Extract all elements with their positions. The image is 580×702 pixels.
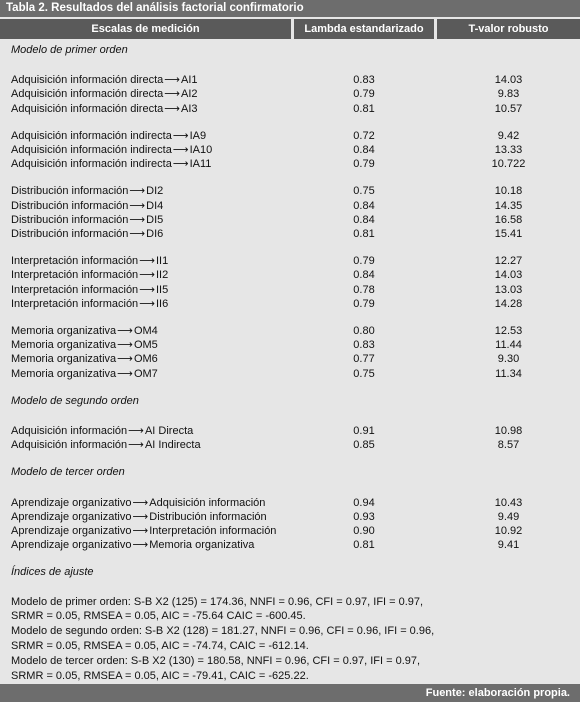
t-value: 10.43 [494, 496, 523, 509]
lambda-value: 0.84 [353, 199, 375, 212]
path-arrow-icon: ⟶ [172, 129, 189, 142]
table-row [0, 87, 580, 101]
path-to: II6 [155, 297, 169, 310]
lambda-value: 0.90 [353, 525, 375, 537]
t-value: 10.57 [494, 102, 523, 115]
t-value: 9.42 [497, 129, 520, 142]
lambda-value: 0.80 [353, 325, 375, 337]
t-value: 9.41 [497, 539, 520, 552]
row-label [11, 367, 158, 381]
lambda-value: 0.83 [353, 74, 375, 87]
row-label [11, 438, 201, 452]
section-title: Modelo de primer orden [11, 44, 128, 56]
t-value: 11.44 [495, 339, 522, 352]
header-tvalue: T-valor robusto [437, 19, 580, 39]
row-label [11, 297, 168, 311]
lambda-value: 0.83 [353, 339, 375, 352]
t-value: 14.35 [494, 199, 523, 212]
lambda-value: 0.75 [353, 185, 375, 198]
table-row [0, 352, 580, 366]
path-arrow-icon: ⟶ [139, 269, 155, 282]
path-from: Distribución información [11, 185, 129, 198]
lambda-value: 0.78 [353, 283, 375, 296]
row-label [11, 324, 158, 338]
path-to: II1 [155, 255, 169, 268]
path-arrow-icon: ⟶ [128, 439, 144, 452]
path-arrow-icon: ⟶ [117, 367, 133, 380]
path-from: Adquisición información indirecta [11, 158, 172, 171]
lambda-value: 0.81 [353, 102, 375, 115]
t-value: 16.58 [494, 213, 523, 226]
table-row [0, 496, 580, 510]
path-to: IA9 [189, 129, 207, 142]
path-arrow-icon: ⟶ [172, 158, 189, 171]
table-row [0, 102, 580, 116]
row-label [11, 87, 198, 101]
row-label [11, 129, 206, 143]
path-from: Adquisición información directa [11, 74, 164, 87]
table-row [0, 538, 580, 552]
path-arrow-icon: ⟶ [132, 525, 149, 537]
fit-line: SRMR = 0.05, RMSEA = 0.05, AIC = -79.41, CAIC = -625.22. [11, 669, 309, 682]
path-from: Adquisición información [11, 439, 128, 452]
path-arrow-icon: ⟶ [132, 496, 149, 509]
path-arrow-icon: ⟶ [164, 102, 181, 115]
path-from: Interpretación información [11, 255, 139, 268]
lambda-value: 0.77 [353, 353, 375, 366]
fit-line: Modelo de tercer orden: S-B X2 (130) = 180.58, NNFI = 0.96, CFI = 0.97, IFI = 0.97, [11, 654, 421, 667]
lambda-value: 0.84 [353, 213, 375, 226]
row-label [11, 143, 212, 157]
section-title: Modelo de segundo orden [11, 394, 139, 407]
path-to: DI4 [146, 199, 164, 212]
lambda-value: 0.79 [353, 88, 375, 101]
table-row [0, 438, 580, 452]
row-label [11, 73, 198, 87]
lambda-value: 0.75 [353, 367, 375, 380]
t-value: 14.28 [494, 297, 523, 310]
path-arrow-icon: ⟶ [129, 185, 146, 198]
table-row [0, 143, 580, 157]
t-value: 10.98 [494, 425, 523, 437]
path-from: Distribución información [11, 213, 129, 226]
t-value: 13.33 [494, 144, 523, 156]
path-from: Adquisición información directa [11, 88, 164, 101]
path-arrow-icon: ⟶ [128, 425, 144, 437]
section-row [0, 394, 580, 408]
row-label [11, 254, 168, 268]
table-row [0, 268, 580, 282]
path-to: Memoria organizativa [149, 539, 255, 552]
table-row [0, 324, 580, 338]
path-arrow-icon: ⟶ [129, 228, 146, 240]
lambda-value: 0.91 [353, 425, 375, 437]
header-lambda: Lambda estandarizado [294, 19, 434, 39]
path-to: AI Indirecta [144, 439, 201, 452]
row-label [11, 496, 265, 510]
lambda-value: 0.81 [353, 539, 375, 552]
fit-line: SRMR = 0.05, RMSEA = 0.05, AIC = -75.64 CAIC = -600.45. [11, 610, 306, 623]
header-scales: Escalas de medición [0, 19, 291, 39]
section-row [0, 43, 580, 57]
row-label [11, 227, 163, 241]
path-from: Memoria organizativa [11, 353, 117, 366]
path-to: DI6 [146, 228, 164, 240]
path-from: Distribución información [11, 199, 129, 212]
path-arrow-icon: ⟶ [139, 283, 155, 296]
fit-section-row [0, 565, 580, 579]
path-from: Distribución información [11, 228, 129, 240]
table-row [0, 524, 580, 538]
path-to: IA10 [189, 144, 213, 156]
row-label [11, 157, 211, 171]
fit-line: Modelo de primer orden: S-B X2 (125) = 174.36, NNFI = 0.96, CFI = 0.97, IFI = 0.97, [11, 595, 424, 608]
path-from: Adquisición información [11, 425, 128, 437]
section-row [0, 465, 580, 479]
t-value: 12.27 [494, 255, 523, 268]
lambda-value: 0.84 [353, 269, 375, 282]
t-value: 9.30 [497, 353, 520, 366]
path-arrow-icon: ⟶ [164, 74, 181, 87]
path-from: Adquisición información indirecta [11, 129, 172, 142]
t-value: 10.18 [494, 185, 523, 198]
t-value: 9.83 [497, 88, 520, 101]
lambda-value: 0.85 [353, 439, 375, 452]
t-value: 10.722 [491, 158, 526, 171]
path-to: Interpretación información [149, 525, 277, 537]
path-to: OM5 [133, 339, 158, 352]
lambda-value: 0.79 [353, 158, 375, 171]
lambda-value: 0.81 [353, 228, 375, 240]
path-from: Interpretación información [11, 297, 139, 310]
row-label [11, 102, 198, 116]
path-to: Distribución información [149, 510, 267, 523]
row-label [11, 184, 163, 198]
path-arrow-icon: ⟶ [164, 88, 181, 101]
path-arrow-icon: ⟶ [139, 255, 155, 268]
table-row [0, 254, 580, 268]
t-value: 14.03 [494, 74, 523, 87]
path-from: Aprendizaje organizativo [11, 525, 132, 537]
path-arrow-icon: ⟶ [139, 297, 155, 310]
fit-line: Modelo de segundo orden: S-B X2 (128) = 181.27, NNFI = 0.96, CFI = 0.96, IFI = 0.96, [11, 625, 435, 638]
table-header-row [0, 19, 580, 39]
path-to: II5 [155, 283, 169, 296]
path-arrow-icon: ⟶ [117, 339, 133, 352]
path-from: Adquisición información directa [11, 102, 164, 115]
row-label [11, 424, 193, 438]
path-from: Aprendizaje organizativo [11, 510, 132, 523]
path-from: Memoria organizativa [11, 367, 117, 380]
table-title: Tabla 2. Resultados del análisis factorial confirmatorio [0, 0, 580, 17]
path-to: AI2 [181, 88, 198, 101]
table-row [0, 283, 580, 297]
path-arrow-icon: ⟶ [172, 144, 189, 156]
table-row [0, 129, 580, 143]
path-from: Memoria organizativa [11, 325, 117, 337]
source-note: Fuente: elaboración propia. [0, 684, 580, 702]
lambda-value: 0.72 [353, 129, 375, 142]
path-from: Aprendizaje organizativo [11, 539, 132, 552]
path-to: DI5 [146, 213, 164, 226]
row-label [11, 199, 163, 213]
table-row [0, 73, 580, 87]
t-value: 13.03 [494, 283, 523, 296]
t-value: 8.57 [497, 439, 520, 452]
lambda-value: 0.79 [353, 255, 375, 268]
table-row [0, 424, 580, 438]
path-to: AI Directa [144, 425, 194, 437]
section-title: Modelo de tercer orden [11, 466, 125, 479]
path-arrow-icon: ⟶ [132, 539, 149, 552]
table-row [0, 184, 580, 198]
table-row [0, 227, 580, 241]
path-to: OM7 [133, 367, 158, 380]
t-value: 10.92 [494, 525, 523, 537]
lambda-value: 0.94 [353, 496, 375, 509]
t-value: 15.41 [494, 228, 523, 240]
lambda-value: 0.93 [353, 510, 375, 523]
table-row [0, 213, 580, 227]
table-row [0, 338, 580, 352]
lambda-value: 0.84 [353, 144, 375, 156]
path-arrow-icon: ⟶ [117, 325, 133, 337]
path-to: DI2 [146, 185, 164, 198]
row-label [11, 352, 158, 366]
path-to: IA11 [189, 158, 212, 171]
path-to: II2 [155, 269, 169, 282]
fit-line: SRMR = 0.05, RMSEA = 0.05, AIC = -74.74, CAIC = -612.14. [11, 640, 309, 652]
path-from: Memoria organizativa [11, 339, 117, 352]
t-value: 9.49 [497, 510, 520, 523]
table-row [0, 199, 580, 213]
table-row [0, 297, 580, 311]
row-label [11, 538, 254, 552]
row-label [11, 283, 168, 297]
row-label [11, 524, 276, 538]
row-label [11, 213, 163, 227]
row-label [11, 338, 158, 352]
path-to: AI1 [181, 74, 198, 87]
path-arrow-icon: ⟶ [117, 353, 133, 366]
path-to: AI3 [181, 102, 198, 115]
path-to: Adquisición información [149, 496, 266, 509]
path-from: Interpretación información [11, 269, 139, 282]
path-arrow-icon: ⟶ [132, 510, 149, 523]
row-label [11, 268, 168, 282]
path-to: OM4 [133, 325, 158, 337]
path-arrow-icon: ⟶ [129, 199, 146, 212]
path-from: Aprendizaje organizativo [11, 496, 132, 509]
lambda-value: 0.79 [353, 297, 375, 310]
t-value: 12.53 [494, 325, 523, 337]
path-from: Adquisición información indirecta [11, 144, 172, 156]
table-row [0, 157, 580, 171]
row-label [11, 510, 267, 524]
t-value: 11.34 [495, 367, 522, 380]
table-row [0, 510, 580, 524]
t-value: 14.03 [494, 269, 523, 282]
table-row [0, 367, 580, 381]
path-from: Interpretación información [11, 283, 139, 296]
fit-title: Índices de ajuste [11, 566, 94, 579]
path-arrow-icon: ⟶ [129, 213, 146, 226]
path-to: OM6 [133, 353, 158, 366]
